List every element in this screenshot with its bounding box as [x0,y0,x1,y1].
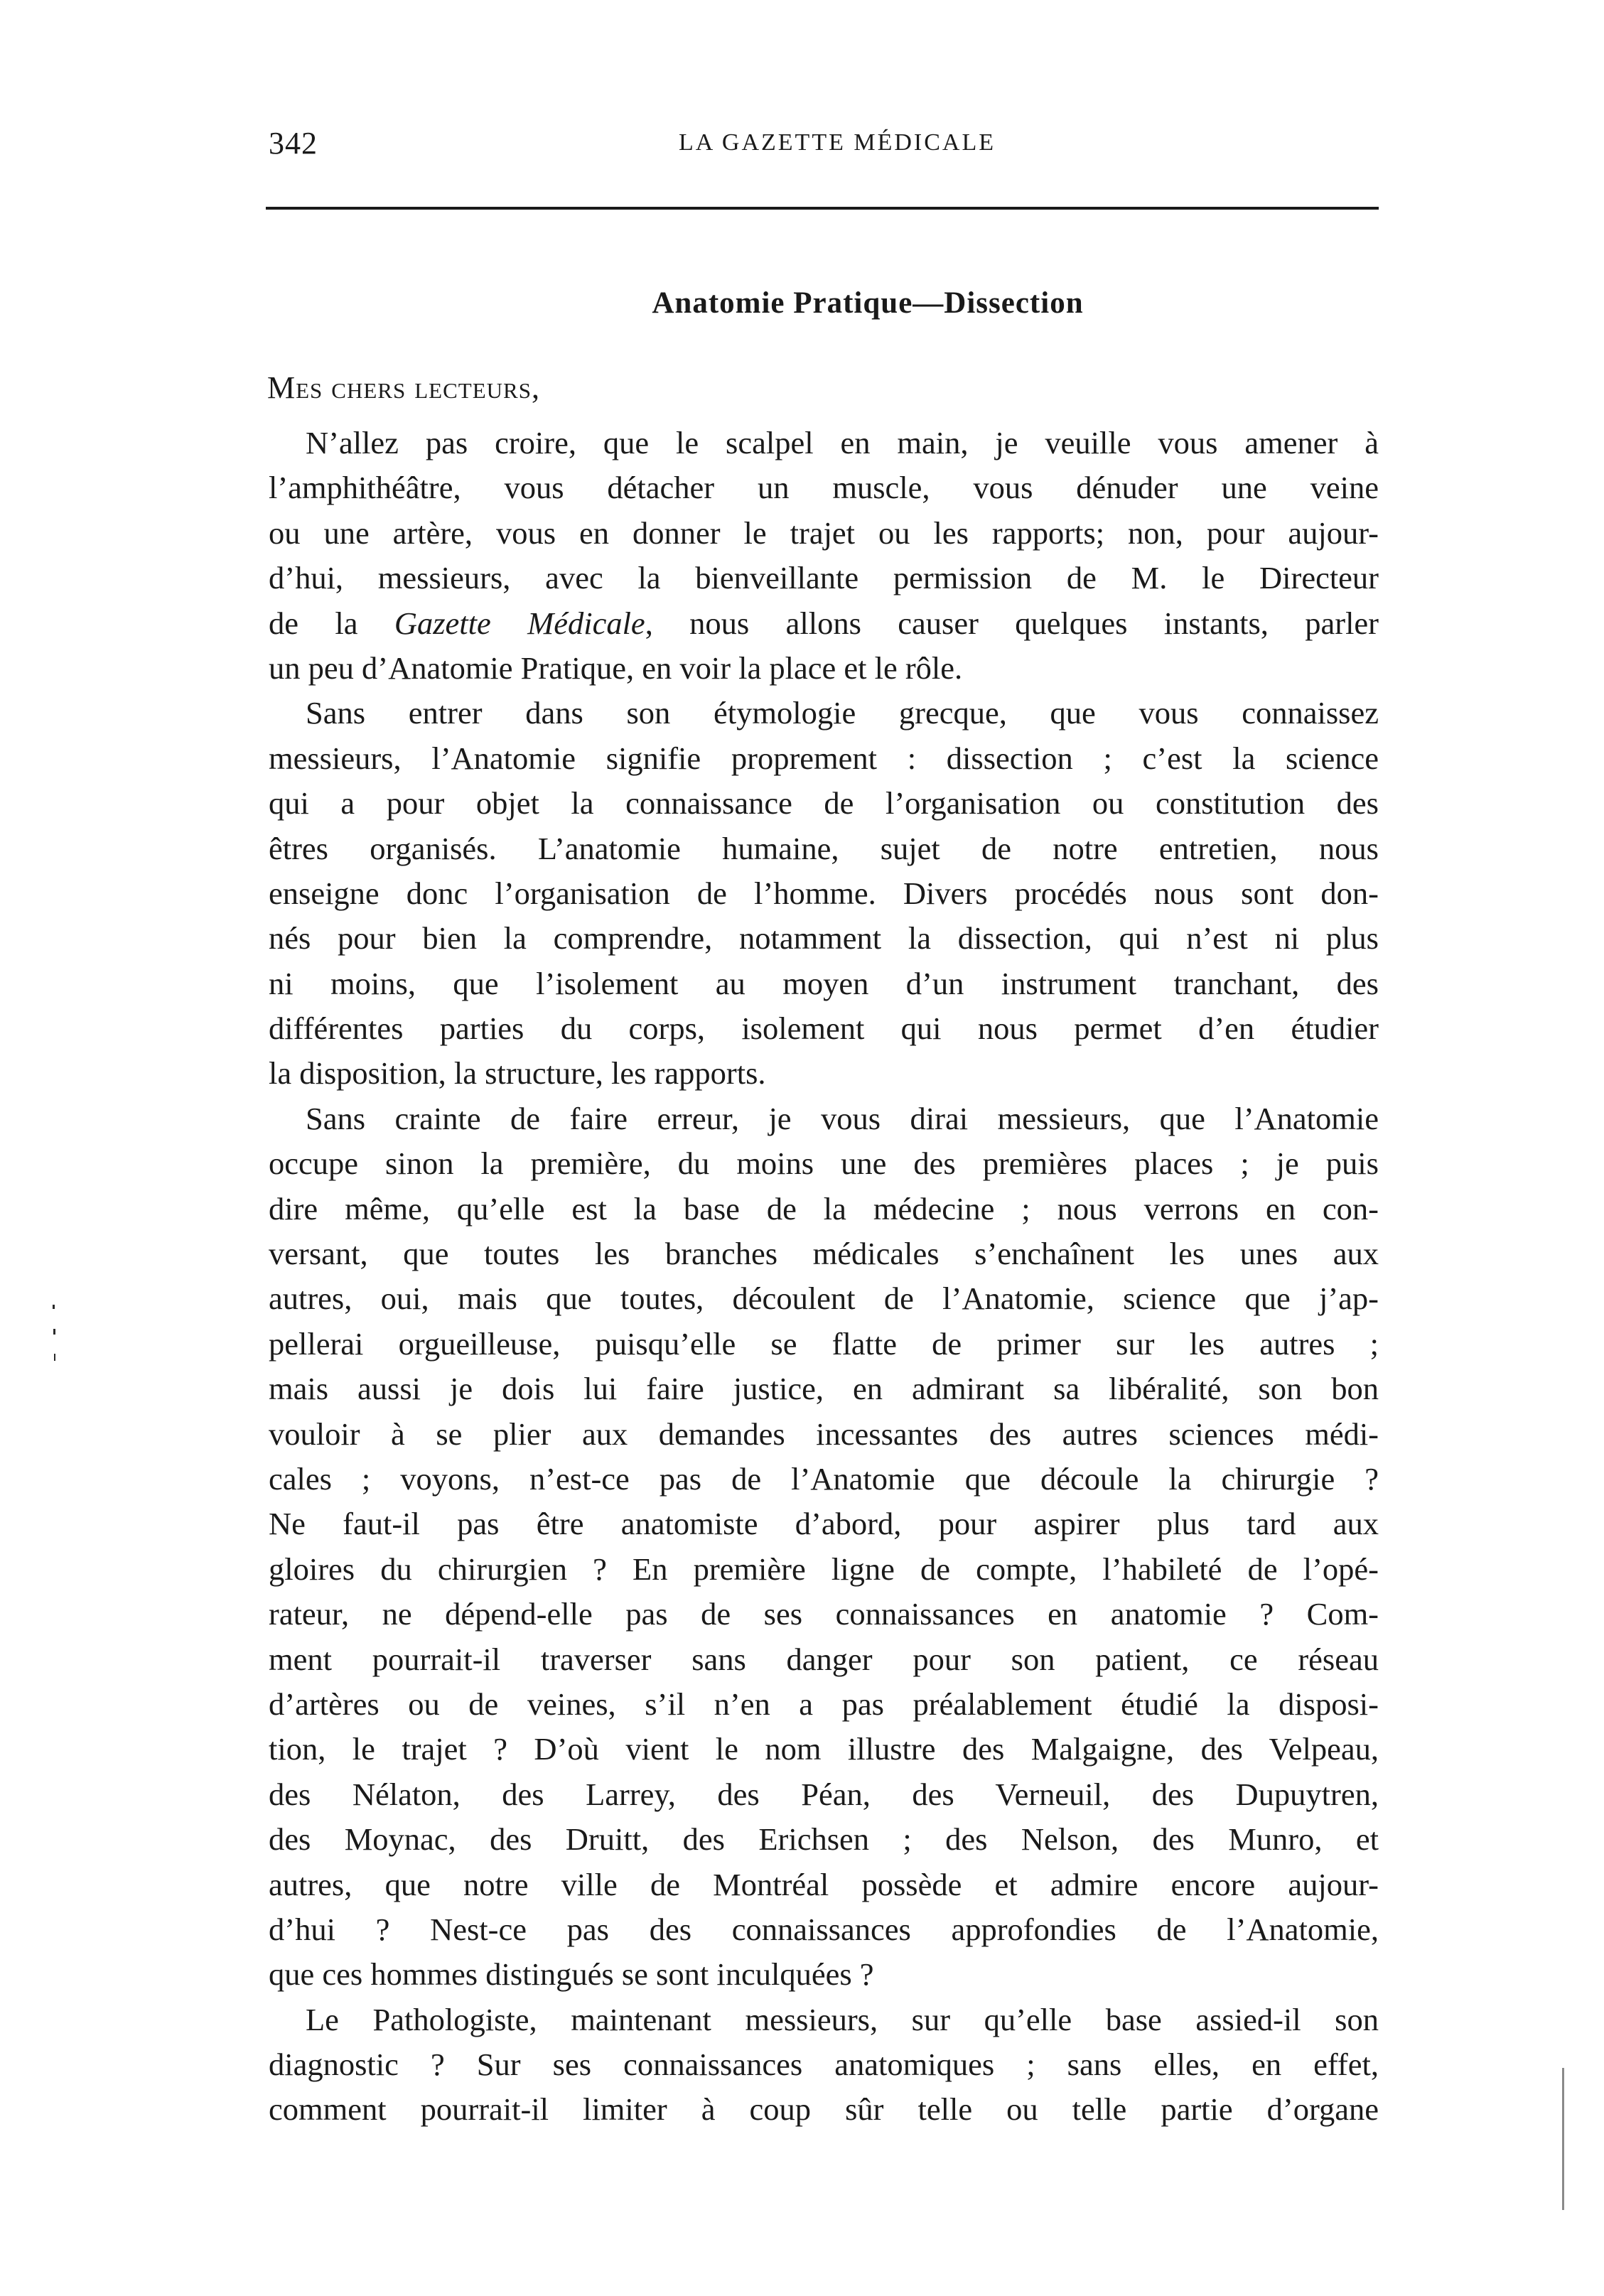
text-line: pellerai orgueilleuse, puisqu’elle se flatte de primer sur les autres ; [269,1325,1379,1362]
margin-speck [53,1305,55,1309]
text-line: que ces hommes distingués se sont inculquées ? [269,1956,874,1993]
text-line: la disposition, la structure, les rapports. [269,1055,766,1092]
text-line: d’artères ou de veines, s’il n’en a pas préalablement étudié la disposi- [269,1686,1379,1722]
text-line: nés pour bien la comprendre, notamment la dissection, qui n’est ni plus [269,920,1379,956]
text-line: ment pourrait-il traverser sans danger pour son patient, ce réseau [269,1641,1379,1677]
article-title: Anatomie Pratique—Dissection [652,286,1084,320]
text-line: des Nélaton, des Larrey, des Péan, des Verneuil, des Dupuytren, [269,1776,1379,1812]
running-head [269,125,1377,168]
text-line: ou une artère, vous en donner le trajet ou les rapports; non, pour aujour- [269,514,1379,551]
margin-speck [54,1354,55,1361]
text-line: dire même, qu’elle est la base de la médecine ; nous verrons en con- [269,1190,1379,1227]
text-line: êtres organisés. L’anatomie humaine, sujet de notre entretien, nous [269,830,1379,866]
text-line: tion, le trajet ? D’où vient le nom illustre des Malgaigne, des Velpeau, [269,1731,1379,1767]
text-line: Ne faut-il pas être anatomiste d’abord, pour aspirer plus tard aux [269,1506,1379,1542]
text-line: enseigne donc l’organisation de l’homme. Divers procédés nous sont don- [269,875,1379,911]
text-line: vouloir à se plier aux demandes incessantes des autres sciences médi- [269,1416,1379,1452]
text-line: cales ; voyons, n’est-ce pas de l’Anatomie que découle la chirurgie ? [269,1460,1379,1497]
text-line: d’hui ? Nest-ce pas des connaissances approfondies de l’Anatomie, [269,1911,1379,1947]
text-line: N’allez pas croire, que le scalpel en main, je veuille vous amener à [306,425,1379,460]
text-line: un peu d’Anatomie Pratique, en voir la place et le rôle. [269,650,963,686]
text-line: l’amphithéâtre, vous détacher un muscle, vous dénuder une veine [269,470,1379,506]
header-rule [266,207,1379,210]
text-line: gloires du chirurgien ? En première ligne de compte, l’habileté de l’opé- [269,1551,1379,1587]
text-line: mais aussi je dois lui faire justice, en admirant sa libéralité, son bon [269,1371,1379,1407]
text-line: diagnostic ? Sur ses connaissances anatomiques ; sans elles, en effet, [269,2047,1379,2083]
text-line: occupe sinon la première, du moins une des premières places ; je puis [269,1146,1379,1182]
text-line: Le Pathologiste, maintenant messieurs, sur qu’elle base assied-il son [306,2001,1379,2037]
text-line: ni moins, que l’isolement au moyen d’un instrument tranchant, des [269,965,1379,1001]
salutation: Mes chers lecteurs, [267,370,540,405]
text-line: versant, que toutes les branches médicales s’enchaînent les unes aux [269,1236,1379,1272]
text-line: messieurs, l’Anatomie signifie proprement : dissection ; c’est la science [269,740,1379,776]
text-line: d’hui, messieurs, avec la bienveillante permission de M. le Directeur [269,560,1379,596]
text-line: Sans crainte de faire erreur, je vous dirai messieurs, que l’Anatomie [306,1100,1379,1136]
text-line: comment pourrait-il limiter à coup sûr telle ou telle partie d’organe [269,2091,1379,2128]
margin-speck [1562,2068,1564,2210]
text-line: Sans entrer dans son étymologie grecque, que vous connaissez [306,695,1379,731]
italic-journal-name: Gazette Médicale [394,605,645,641]
text-line: autres, que notre ville de Montréal possède et admire encore aujour- [269,1866,1379,1902]
text-line: des Moynac, des Druitt, des Erichsen ; des Nelson, des Munro, et [269,1821,1379,1858]
text-line: de la Gazette Médicale, nous allons causer quelques instants, parler [269,605,1379,641]
article-body [269,421,1379,2133]
page-number: 342 [269,126,318,161]
journal-title: LA GAZETTE MÉDICALE [678,129,996,156]
margin-speck [53,1329,55,1335]
text-line: différentes parties du corps, isolement qui nous permet d’en étudier [269,1010,1379,1047]
text-line: rateur, ne dépend-elle pas de ses connaissances en anatomie ? Com- [269,1596,1379,1632]
text-line: autres, oui, mais que toutes, découlent de l’Anatomie, science que j’ap- [269,1281,1379,1317]
text-line: qui a pour objet la connaissance de l’organisation ou constitution des [269,785,1379,821]
